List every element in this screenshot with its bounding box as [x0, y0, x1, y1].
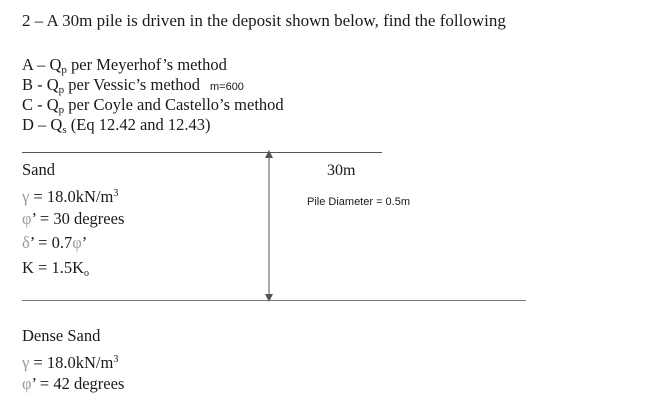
- layer2-unit-weight: [22, 350, 118, 373]
- question-b-sub: p: [58, 84, 65, 96]
- layer1-gamma-text: = 18.0kN/m: [29, 187, 114, 206]
- pile-length-label: 30m: [327, 162, 356, 179]
- phi-symbol: φ: [22, 374, 32, 393]
- layer1-friction-angle: [22, 209, 124, 229]
- layer-boundary-line: [22, 300, 526, 301]
- question-a-sub: p: [61, 64, 67, 76]
- layer1-wall-friction: [22, 233, 87, 253]
- question-b-text: per Vessic’s method: [64, 75, 200, 94]
- layer1-name: Sand: [22, 160, 55, 179]
- question-d: [22, 115, 211, 140]
- layer2-phi-text: ’ = 42 degrees: [31, 374, 125, 393]
- phi-symbol: φ: [22, 209, 32, 228]
- pile-diameter-label: Pile Diameter = 0.5m: [307, 196, 411, 208]
- ground-surface-line: [22, 152, 382, 153]
- gamma-symbol: γ: [22, 187, 30, 206]
- layer1-delta-tail: ’: [81, 233, 88, 252]
- delta-symbol: δ: [22, 233, 30, 252]
- layer1-k-text: K = 1.5K: [22, 258, 85, 277]
- layer1-delta-text: ’ = 0.7: [29, 233, 73, 252]
- layer2-name: Dense Sand: [22, 326, 101, 345]
- question-a-prefix: A – Q: [22, 55, 62, 74]
- layer1-gamma-exp: 3: [113, 188, 119, 199]
- question-d-sub: s: [62, 124, 67, 136]
- layer2-friction-angle: [22, 374, 124, 394]
- gamma-symbol: γ: [22, 353, 30, 372]
- question-c-text: per Coyle and Castello’s method: [64, 95, 284, 114]
- question-b-note: m=600: [209, 81, 244, 93]
- problem-title: 2 – A 30m pile is driven in the deposit shown below, find the following: [22, 11, 506, 30]
- layer1-k-sub: o: [84, 268, 90, 279]
- question-c-prefix: C - Q: [22, 95, 59, 114]
- delta-phi-symbol: φ: [72, 233, 82, 252]
- layer1-phi-text: ’ = 30 degrees: [31, 209, 125, 228]
- pile-length-arrow: [261, 148, 277, 306]
- layer2-gamma-exp: 3: [113, 354, 119, 365]
- layer1-earth-pressure: [22, 258, 89, 284]
- question-b-prefix: B - Q: [22, 75, 59, 94]
- layer2-gamma-text: = 18.0kN/m: [29, 353, 114, 372]
- question-d-prefix: D – Q: [22, 115, 63, 134]
- question-d-text: (Eq 12.42 and 12.43): [66, 115, 211, 134]
- question-a-text: per Meyerhof’s method: [66, 55, 227, 74]
- question-c-sub: p: [58, 104, 65, 116]
- layer1-unit-weight: [22, 184, 118, 207]
